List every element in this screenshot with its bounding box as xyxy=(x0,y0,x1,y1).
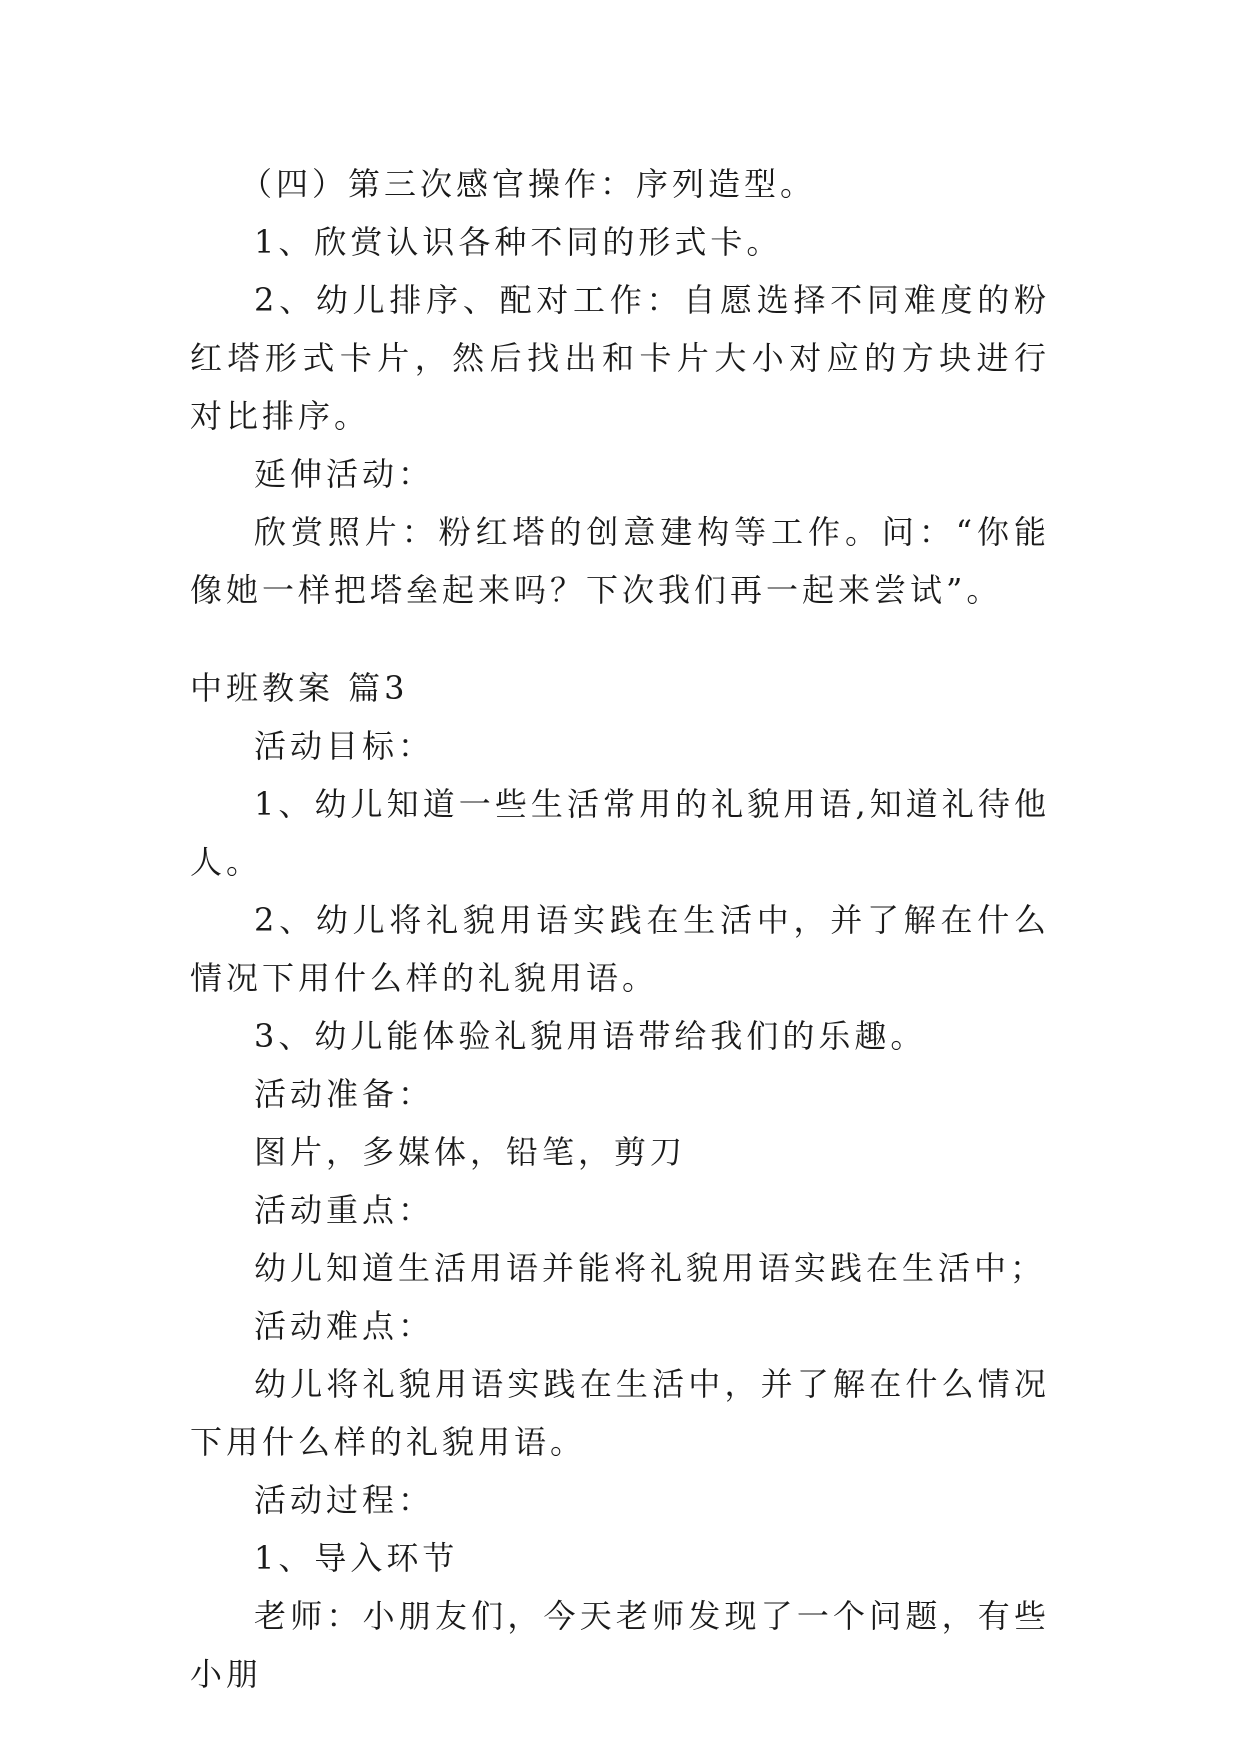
document-body xyxy=(190,155,1050,1703)
focus-text: 幼儿知道生活用语并能将礼貌用语实践在生活中； xyxy=(254,1249,1047,1287)
section-four-item-1: 1、欣赏认识各种不同的形式卡。 xyxy=(254,223,783,261)
section-four-item-2: 2、幼儿排序、配对工作：自愿选择不同难度的粉红塔形式卡片，然后找出和卡片大小对应的方块进行对比排序。 xyxy=(190,281,1050,435)
difficulty-heading: 活动难点： xyxy=(254,1307,435,1345)
prep-heading: 活动准备： xyxy=(254,1075,435,1113)
difficulty-text: 幼儿将礼貌用语实践在生活中，并了解在什么情况下用什么样的礼貌用语。 xyxy=(190,1365,1050,1461)
goals-heading: 活动目标： xyxy=(254,727,435,765)
process-step-1: 1、导入环节 xyxy=(254,1539,459,1577)
section-four-heading: （四）第三次感官操作：序列造型。 xyxy=(240,165,817,203)
prep-text: 图片，多媒体，铅笔，剪刀 xyxy=(254,1133,687,1171)
goal-item-2: 2、幼儿将礼貌用语实践在生活中，并了解在什么情况下用什么样的礼貌用语。 xyxy=(190,901,1050,997)
process-heading: 活动过程： xyxy=(254,1481,435,1519)
focus-heading: 活动重点： xyxy=(254,1191,435,1229)
goal-item-1: 1、幼儿知道一些生活常用的礼貌用语,知道礼待他人。 xyxy=(190,785,1050,881)
process-text: 老师：小朋友们，今天老师发现了一个问题，有些小朋 xyxy=(190,1597,1050,1693)
extension-heading: 延伸活动： xyxy=(254,455,435,493)
lesson3-title: 中班教案 篇3 xyxy=(190,669,409,707)
extension-text: 欣赏照片：粉红塔的创意建构等工作。问：“你能像她一样把塔垒起来吗？下次我们再一起来尝试”。 xyxy=(190,513,1050,609)
goal-item-3: 3、幼儿能体验礼貌用语带给我们的乐趣。 xyxy=(254,1017,927,1055)
